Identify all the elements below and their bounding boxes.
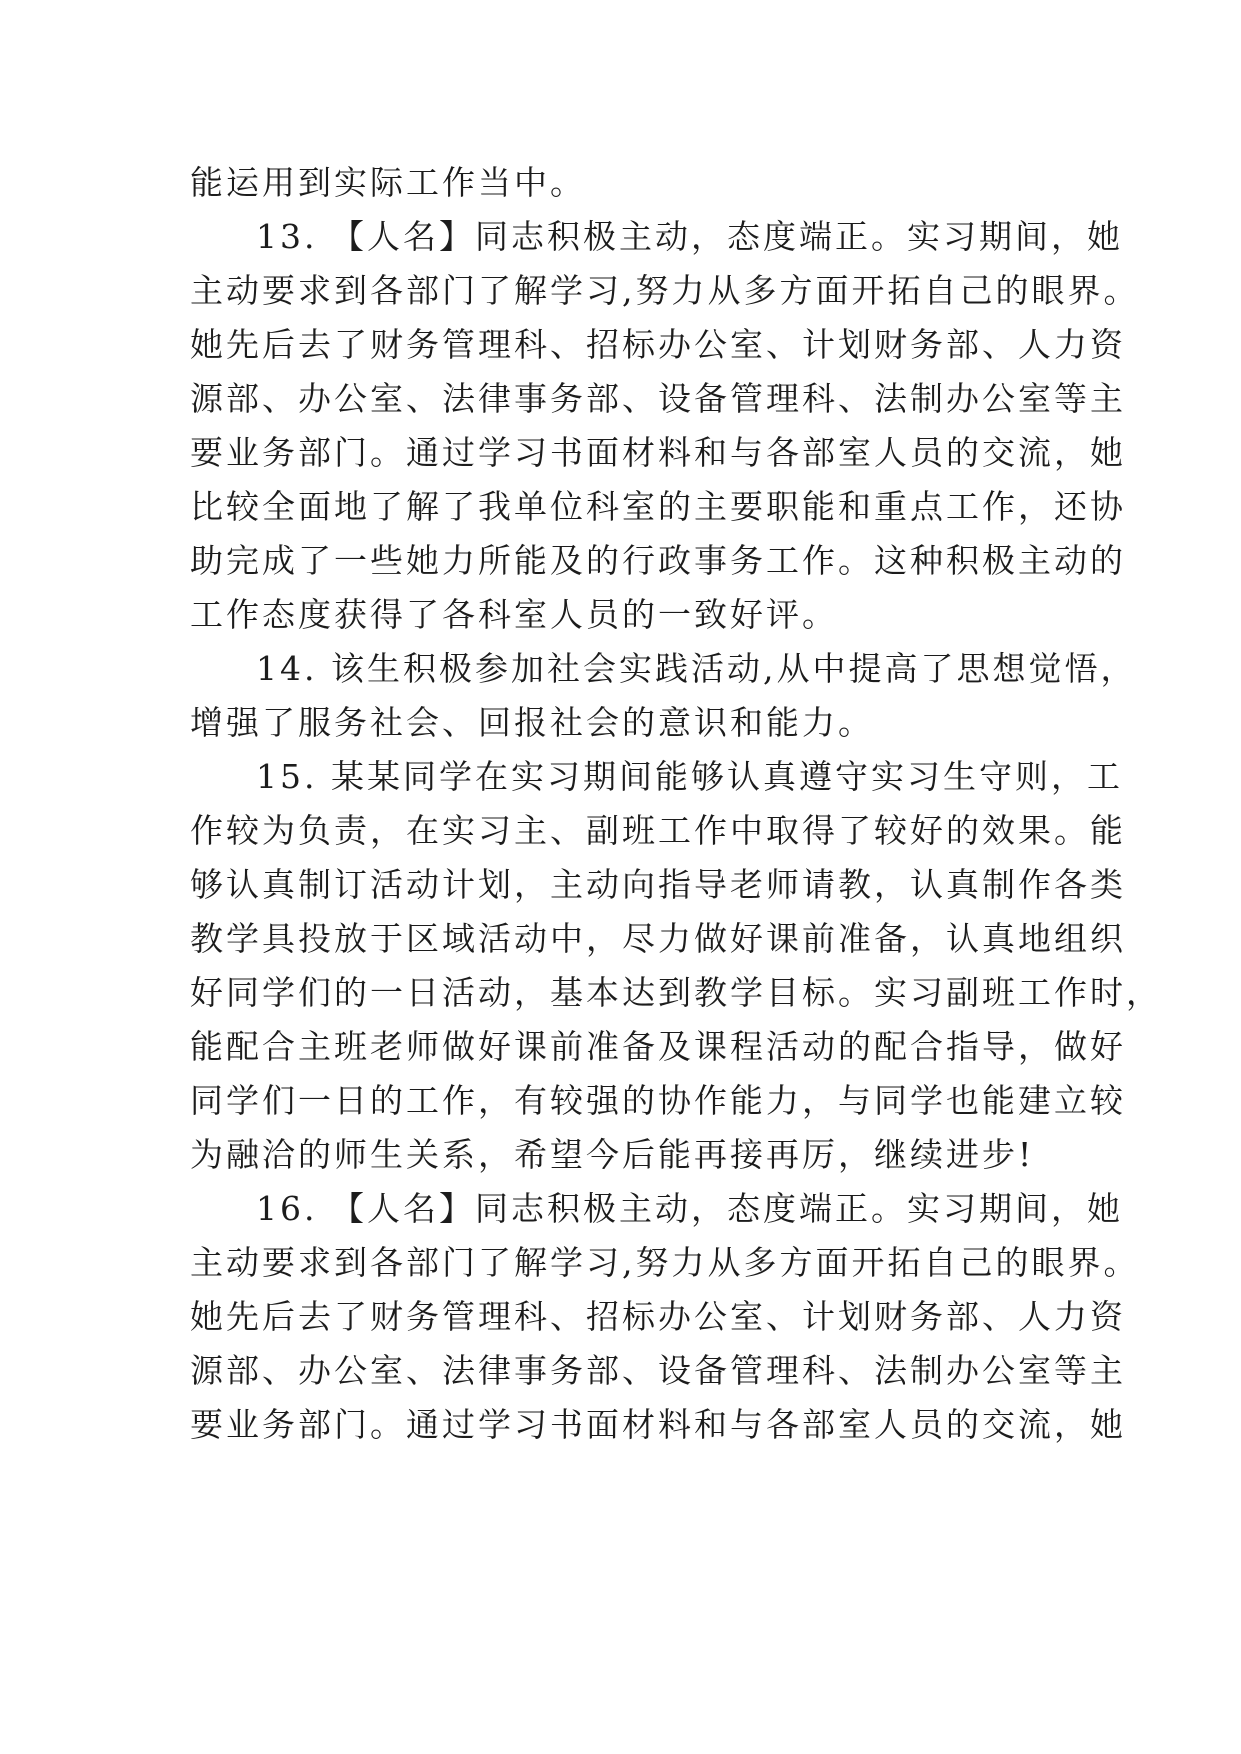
text-line: 好同学们的一日活动，基本达到教学目标。实习副班工作时， (190, 973, 1162, 1012)
text-line: 工作态度获得了各科室人员的一致好评。 (190, 595, 838, 634)
text-line: 要业务部门。通过学习书面材料和与各部室人员的交流，她 (190, 433, 1126, 472)
text-line: 能配合主班老师做好课前准备及课程活动的配合指导，做好 (190, 1027, 1126, 1066)
text-line: 教学具投放于区域活动中，尽力做好课前准备，认真地组织 (190, 919, 1126, 958)
text-line: 源部、办公室、法律事务部、设备管理科、法制办公室等主 (190, 379, 1126, 418)
text-line: 主动要求到各部门了解学习,努力从多方面开拓自己的眼界。 (190, 1243, 1140, 1282)
text-line: 助完成了一些她力所能及的行政事务工作。这种积极主动的 (190, 541, 1126, 580)
text-line: 作较为负责，在实习主、副班工作中取得了较好的效果。能 (190, 811, 1126, 850)
text-line: 她先后去了财务管理科、招标办公室、计划财务部、人力资 (190, 325, 1126, 364)
text-line: 14. 该生积极参加社会实践活动,从中提高了思想觉悟， (256, 649, 1137, 688)
text-line: 她先后去了财务管理科、招标办公室、计划财务部、人力资 (190, 1297, 1126, 1336)
text-line: 主动要求到各部门了解学习,努力从多方面开拓自己的眼界。 (190, 271, 1140, 310)
text-line: 比较全面地了解了我单位科室的主要职能和重点工作，还协 (190, 487, 1126, 526)
text-line: 同学们一日的工作，有较强的协作能力，与同学也能建立较 (190, 1081, 1126, 1120)
text-line: 15. 某某同学在实习期间能够认真遵守实习生守则，工 (256, 757, 1123, 796)
text-line: 要业务部门。通过学习书面材料和与各部室人员的交流，她 (190, 1405, 1126, 1444)
text-line: 13. 【人名】同志积极主动，态度端正。实习期间，她 (256, 217, 1123, 256)
text-line: 源部、办公室、法律事务部、设备管理科、法制办公室等主 (190, 1351, 1126, 1390)
text-line: 为融洽的师生关系，希望今后能再接再厉，继续进步! (190, 1135, 1035, 1174)
text-line: 能运用到实际工作当中。 (190, 163, 586, 202)
text-line: 增强了服务社会、回报社会的意识和能力。 (190, 703, 874, 742)
text-line: 够认真制订活动计划，主动向指导老师请教，认真制作各类 (190, 865, 1126, 904)
document-body (190, 156, 1190, 1452)
text-line: 16. 【人名】同志积极主动，态度端正。实习期间，她 (256, 1189, 1123, 1228)
